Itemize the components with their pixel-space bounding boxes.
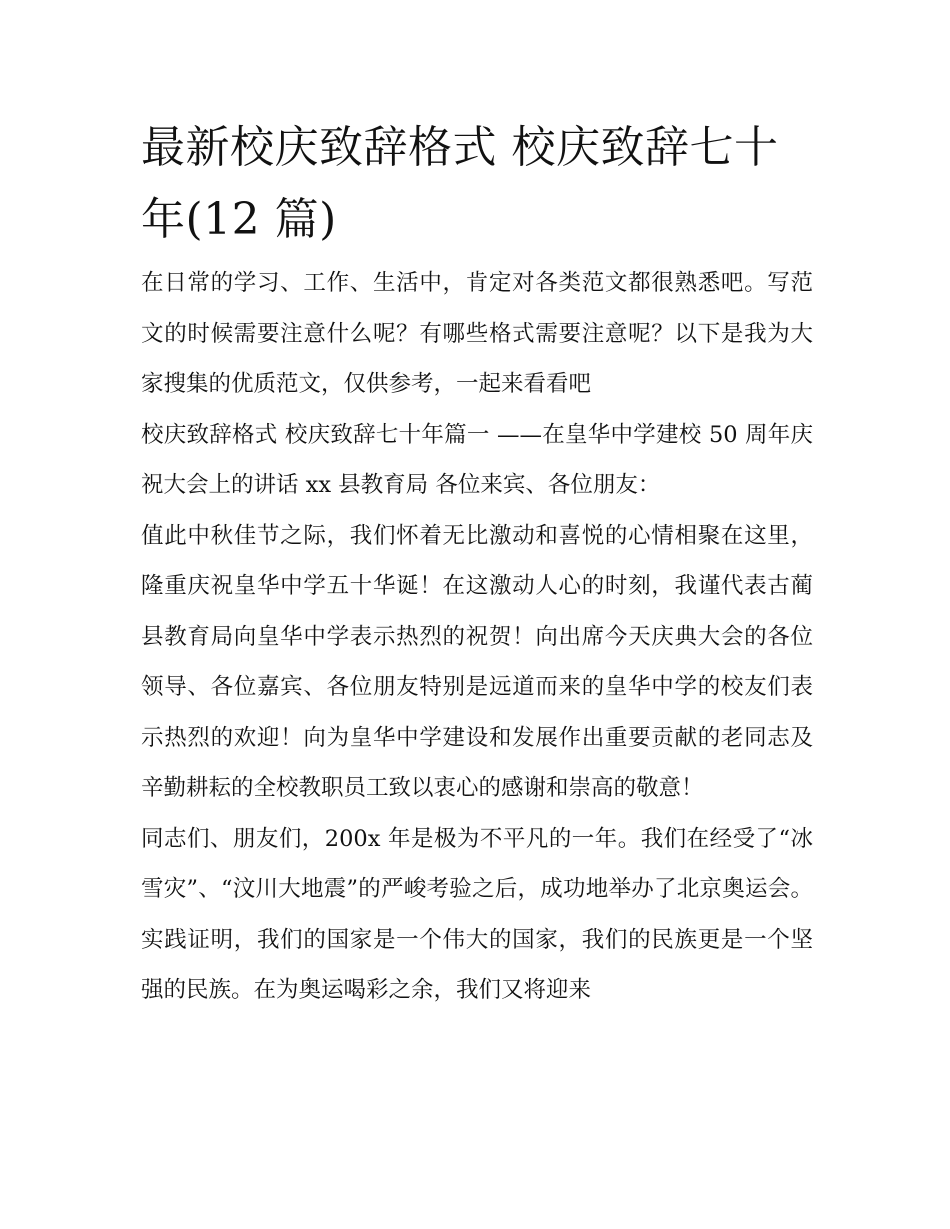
- body-paragraph-2: 同志们、朋友们，200x 年是极为不平凡的一年。我们在经受了“冰雪灾”、“汶川大地震”的严峻考验之后，成功地举办了北京奥运会。实践证明，我们的国家是一个伟大的国家，我们的民族更是一个坚强的民族。在为奥运喝彩之余，我们又将迎来: [141, 825, 813, 1003]
- section-heading-paragraph: 校庆致辞格式 校庆致辞七十年篇一 ——在皇华中学建校 50 周年庆祝大会上的讲话 xx 县教育局 各位来宾、各位朋友：: [141, 421, 813, 498]
- body-paragraph-1: 值此中秋佳节之际，我们怀着无比激动和喜悦的心情相聚在这里，隆重庆祝皇华中学五十华诞！在这激动人心的时刻，我谨代表古蔺县教育局向皇华中学表示热烈的祝贺！向出席今天庆典大会的各位领导、各位嘉宾、各位朋友特别是远道而来的皇华中学的校友们表示热烈的欢迎！向为皇华中学建设和发展作出重要贡献的老同志及辛勤耕耘的全校教职员工致以衷心的感谢和崇高的敬意！: [141, 522, 813, 801]
- title-wrapper: [141, 112, 813, 256]
- document-title: 最新校庆致辞格式 校庆致辞七十年(12 篇): [141, 122, 779, 245]
- intro-paragraph: 在日常的学习、工作、生活中，肯定对各类范文都很熟悉吧。写范文的时候需要注意什么呢？有哪些格式需要注意呢？以下是我为大家搜集的优质范文，仅供参考，一起来看看吧: [141, 270, 813, 397]
- document-content: [141, 112, 813, 1016]
